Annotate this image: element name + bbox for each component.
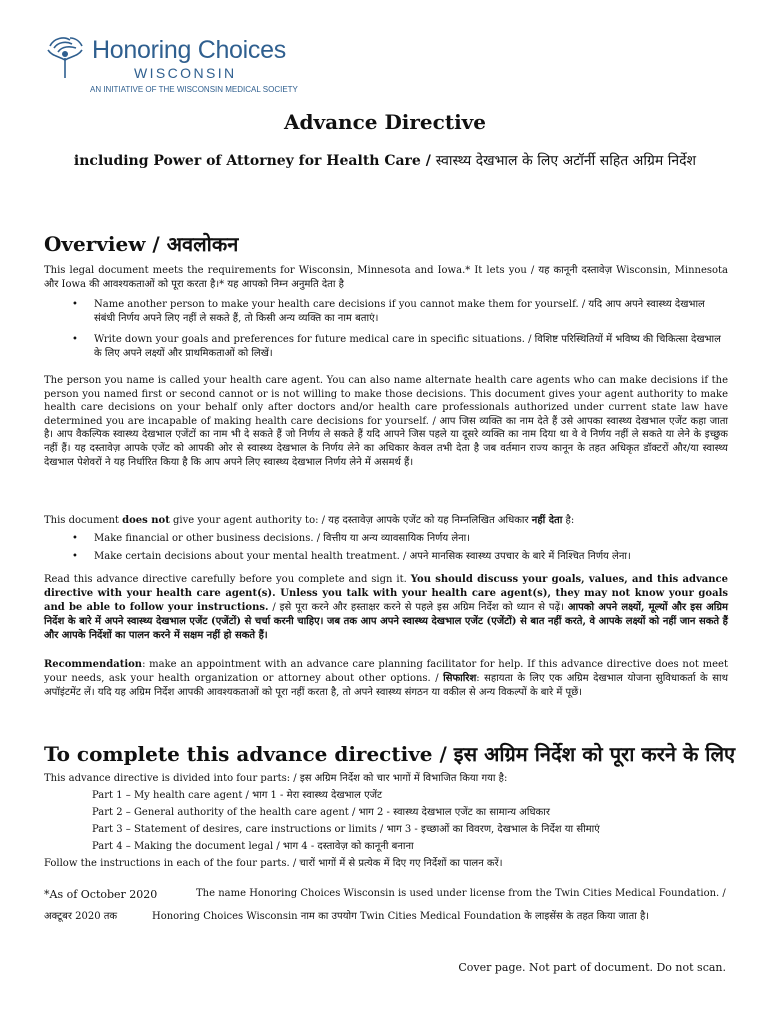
license-note: The name Honoring Choices Wisconsin is used under license from the Twin Cities Medical Foundation. / bbox=[196, 888, 726, 899]
bullet-text: Write down your goals and preferences for future medical care in specific situations. / विशिष्ट परिस्थितियों में भविष्य की चिकित्सा देखभाल के लिए अपने लक्ष्यों और प्राथमिकताओं को लिखें। bbox=[94, 334, 721, 359]
recommendation-text-hindi: : सहायता के लिए एक अग्रिम देखभाल योजना सुविधाकर्ता के साथ अपॉइंटमेंट लें। यदि यह अग्रिम निर्देश आपकी आवश्यकताओं को पूरा नहीं करता है, तो अपने स्वास्थ्य संगठन या वकील से अन्य विकल्पों के बारे में पूछें। bbox=[44, 673, 728, 698]
document-subtitle bbox=[60, 146, 710, 176]
does-not-bold: does not bbox=[122, 515, 170, 526]
cover-page-note: Cover page. Not part of document. Do not scan. bbox=[458, 961, 726, 974]
overview-intro: This legal document meets the requirements for Wisconsin, Minnesota and Iowa.* It lets you / यह कानूनी दस्तावेज़ Wisconsin, Minnesota और Iowa की आवश्यकताओं को पूरा करता है।* यह आपको निम्न अनुमति देता है bbox=[44, 265, 728, 290]
does-not-text-mid: give your agent authority to: / यह दस्तावेज़ आपके एजेंट को यह निम्नलिखित अधिकार bbox=[169, 515, 532, 526]
honoring-choices-logo bbox=[44, 34, 344, 96]
list-item: Part 4 – Making the document legal / भाग 4 - दस्तावेज़ को कानूनी बनाना bbox=[92, 841, 414, 852]
subtitle-english: including Power of Attorney for Health Care / bbox=[73, 153, 436, 169]
bullet-icon: • bbox=[72, 533, 78, 544]
does-not-text-end: है: bbox=[562, 515, 575, 526]
does-not-paragraph bbox=[44, 514, 728, 528]
list-item: Part 1 – My health care agent / भाग 1 - मेरा स्वास्थ्य देखभाल एजेंट bbox=[92, 790, 383, 801]
recommendation-paragraph bbox=[44, 658, 728, 700]
logo-name: Honoring Choices bbox=[92, 36, 286, 64]
as-of-note: *As of October 2020 bbox=[44, 888, 158, 901]
bullet-text: Make financial or other business decisions. / वित्तीय या अन्य व्यावसायिक निर्णय लेना। bbox=[94, 533, 471, 544]
list-item: Part 2 – General authority of the health care agent / भाग 2 - स्वास्थ्य देखभाल एजेंट का सामान्य अधिकार bbox=[92, 807, 550, 818]
as-of-note-hindi: अक्टूबर 2020 तक bbox=[44, 911, 118, 922]
read-text: Read this advance directive carefully before you complete and sign it. bbox=[44, 574, 411, 585]
complete-heading: To complete this advance directive / इस अग्रिम निर्देश को पूरा करने के लिए bbox=[44, 742, 736, 766]
read-bold-hindi: आपको अपने लक्ष्यों, मूल्यों और इस अग्रिम निर्देश के बारे में अपने स्वास्थ्य देखभाल एजेंट (एजेंटों) से चर्चा करनी चाहिए। जब तक आप अपने स्वास्थ्य देखभाल एजेंट (एजेंटों) से बात नहीं करते, वे आपके लक्ष्यों को नहीं जान सकते हैं और आपके निर्देशों का पालन करने में सक्षम नहीं हो सकते हैं। bbox=[44, 602, 728, 641]
subtitle-hindi: स्वास्थ्य देखभाल के लिए अटॉर्नी सहित अग्रिम निर्देश bbox=[435, 153, 697, 169]
recommendation-text: : make an appointment with an advance care planning facilitator for help. If this advance directive does not meet your needs, ask your health organization or attorney about other options. / bbox=[44, 659, 728, 684]
overview-heading: Overview / अवलोकन bbox=[44, 232, 239, 256]
follow-instructions: Follow the instructions in each of the four parts. / चारों भागों में से प्रत्येक में दिए गए निर्देशों का पालन करें। bbox=[44, 858, 503, 869]
read-carefully-paragraph bbox=[44, 573, 728, 643]
bullet-icon: • bbox=[72, 299, 78, 310]
logo-state: WISCONSIN bbox=[134, 65, 237, 81]
read-bold: You should discuss your goals, values, and this advance directive with your health care agent(s). Unless you talk with your health care agent(s), they may not know your goals and be able to follow your instructions. bbox=[44, 574, 728, 613]
bullet-text: Make certain decisions about your mental health treatment. / अपने मानसिक स्वास्थ्य उपचार के बारे में निश्चित निर्णय लेना। bbox=[94, 551, 631, 562]
logo-tagline: AN INITIATIVE OF THE WISCONSIN MEDICAL SOCIETY bbox=[90, 85, 298, 94]
tree-figure-icon bbox=[44, 34, 86, 80]
does-not-bold-hindi: नहीं देता bbox=[531, 515, 563, 526]
bullet-text: Name another person to make your health care decisions if you cannot make them for yourself. / यदि आप अपने स्वास्थ्य देखभाल संबंधी निर्णय अपने लिए नहीं ले सकते हैं, तो किसी अन्य व्यक्ति का नाम बताएं। bbox=[94, 299, 705, 324]
list-item: Part 3 – Statement of desires, care instructions or limits / भाग 3 - इच्छाओं का विवरण, देखभाल के निर्देश या सीमाएं bbox=[92, 824, 600, 835]
does-not-text: This document bbox=[44, 515, 123, 526]
bullet-icon: • bbox=[72, 334, 78, 345]
agent-paragraph: The person you name is called your health care agent. You can also name alternate health care agents who can make decisions if the person you named first or second cannot or is not willing to make those decisions. This document gives your agent authority to make health care decisions on your behalf only after doctors and/or health care professionals authorized under current state law have determined you are incapable of making health care decisions for yourself. / आप जिस व्यक्ति का नाम देते हैं उसे आपका स्वास्थ्य देखभाल एजेंट कहा जाता है। आप वैकल्पिक स्वास्थ्य देखभाल एजेंटों का नाम भी दे सकते हैं जो निर्णय ले सकते हैं यदि आपने जिस पहले या दूसरे व्यक्ति का नाम दिया था वे वे निर्णय नहीं ले सकते या लेने के इच्छुक नहीं हैं। यह दस्तावेज़ आपके एजेंट को आपकी ओर से स्वास्थ्य देखभाल के निर्णय लेने का अधिकार केवल तभी देता है जब वर्तमान राज्य कानून के तहत अधिकृत डॉक्टरों और/या स्वास्थ्य देखभाल पेशेवरों ने यह निर्धारित किया है कि आप अपने लिए स्वास्थ्य देखभाल निर्णय लेने में असमर्थ हैं। bbox=[44, 375, 728, 468]
read-text-hindi: / इसे पूरा करने और हस्ताक्षर करने से पहले इस अग्रिम निर्देश को ध्यान से पढ़ें। bbox=[268, 602, 568, 613]
license-note-hindi: Honoring Choices Wisconsin नाम का उपयोग Twin Cities Medical Foundation के लाइसेंस के तहत किया जाता है। bbox=[152, 911, 650, 922]
complete-intro: This advance directive is divided into four parts: / इस अग्रिम निर्देश को चार भागों में विभाजित किया गया है: bbox=[44, 773, 508, 784]
recommendation-label: Recommendation bbox=[44, 659, 143, 670]
bullet-icon: • bbox=[72, 551, 78, 562]
document-title: Advance Directive bbox=[283, 110, 487, 134]
recommendation-label-hindi: सिफारिश bbox=[443, 673, 477, 684]
